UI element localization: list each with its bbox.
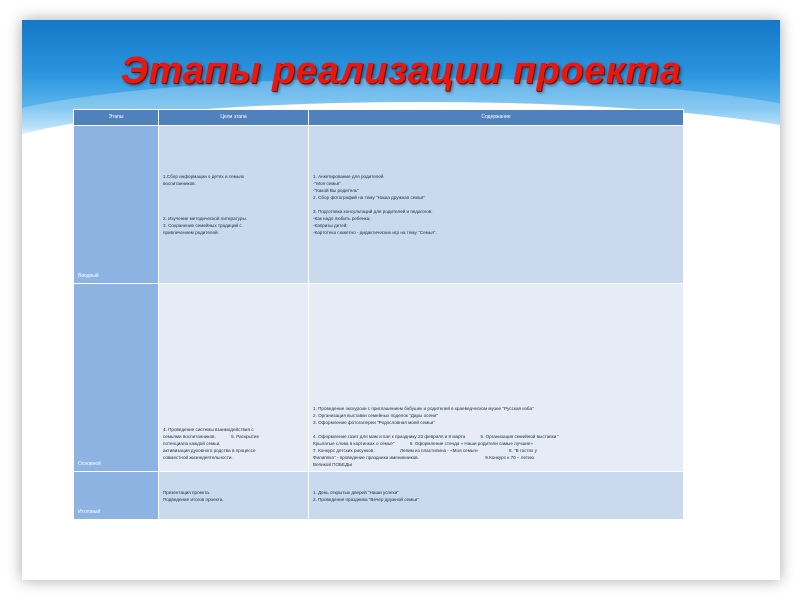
content-line: Крылатые слова в картинках о семье" 6. Оформление стенда « Наши родители самые лучшие» <box>313 441 533 446</box>
stage-label: Вводный <box>74 126 159 284</box>
content-line: 3. Оформление фотогалереи "Родословная моей семьи" <box>313 420 435 425</box>
table-row-main <box>74 284 684 472</box>
header-goals: Цели этапа <box>159 110 309 126</box>
spacer <box>163 194 304 201</box>
goal-line: 2. Изучение методической литературы. <box>163 216 248 221</box>
spacer <box>163 187 304 194</box>
slide-title: Этапы реализации проекта <box>120 50 682 92</box>
goal-line: активизация духовного родства в процессе <box>163 448 256 453</box>
goals-cell <box>159 126 309 284</box>
goal-line: совместной жизнедеятельности. <box>163 455 233 460</box>
content-cell <box>309 284 684 472</box>
goals-cell <box>159 472 309 520</box>
content-line: -"Какой Вы родитель" <box>313 188 359 193</box>
content-cell <box>309 472 684 520</box>
goal-line: семьями воспитанников. 5. Раскрытие <box>163 434 260 439</box>
content-line: 3. Подготовка консультаций для родителей и педагогов: <box>313 209 433 214</box>
goal-line: потенциала каждой семьи, <box>163 441 221 446</box>
stage-label: Итоговый <box>74 472 159 520</box>
goal-line: 1.Сбор информации о детях и семьях <box>163 174 245 179</box>
goal-line: воспитанников. <box>163 181 196 186</box>
goal-line: привлечением родителей. <box>163 230 219 235</box>
goal-line: 4. Проведение системы взаимодействия с <box>163 427 254 432</box>
content-line: -"Моя семья" <box>313 181 341 186</box>
content-line: 2. Проведение праздника "Вечер дружной семьи" <box>313 496 419 502</box>
spacer <box>163 201 304 208</box>
spacer <box>163 208 304 215</box>
content-line: 2. Сбор фотографий на тему "Наша дружная семья" <box>313 195 426 200</box>
spacer <box>163 461 304 468</box>
goals-cell <box>159 284 309 472</box>
header-stages: Этапы <box>74 110 159 126</box>
content-line: 2. Организация выставки семейных поделок "Дары осени" <box>313 413 438 418</box>
content-line: 4. Оформление газет для мам и пап к празднику 23 февраля и 8 марта 5. Организация семейной выставки " <box>313 434 560 439</box>
header-content: Содержание <box>309 110 684 126</box>
spacer <box>313 201 679 208</box>
content-line: 7. Конкурс детских рисунков. Лепим из пластилина - «Моя семья» 8. "В гостях у <box>313 448 537 453</box>
content-line: Филиппка" - проведение праздника именинников. 9.Конкурс к 70 – летию <box>313 455 534 460</box>
content-line: -Капризы детей; <box>313 223 348 228</box>
table-header-row <box>74 110 684 126</box>
content-line: 1. Проведение экскурсии с приглашением бабушек и родителей в краеведческом музее "Русская изба" <box>313 406 534 411</box>
content-line: Великой ПОБЕДЫ <box>313 462 353 467</box>
table-row-final <box>74 472 684 520</box>
goal-line: 3. Сохранение семейных традиций с <box>163 223 242 228</box>
stage-label: Основной <box>74 284 159 472</box>
content-line: 1. Анкетирование для родителей <box>313 174 384 179</box>
content-line: 1. День открытых дверей "Наши успехи" <box>313 489 399 495</box>
goal-line: Подведение итогов проекта. <box>163 496 224 502</box>
goal-line: Презентация проекта. <box>163 489 211 495</box>
content-line: -Как надо любить ребенка; <box>313 216 371 221</box>
content-line: -Картотека сюжетно - дидактических игр на тему "Семья". <box>313 230 437 235</box>
project-stages-table <box>73 109 684 520</box>
table-row-intro <box>74 126 684 284</box>
spacer <box>313 426 679 433</box>
content-cell <box>309 126 684 284</box>
